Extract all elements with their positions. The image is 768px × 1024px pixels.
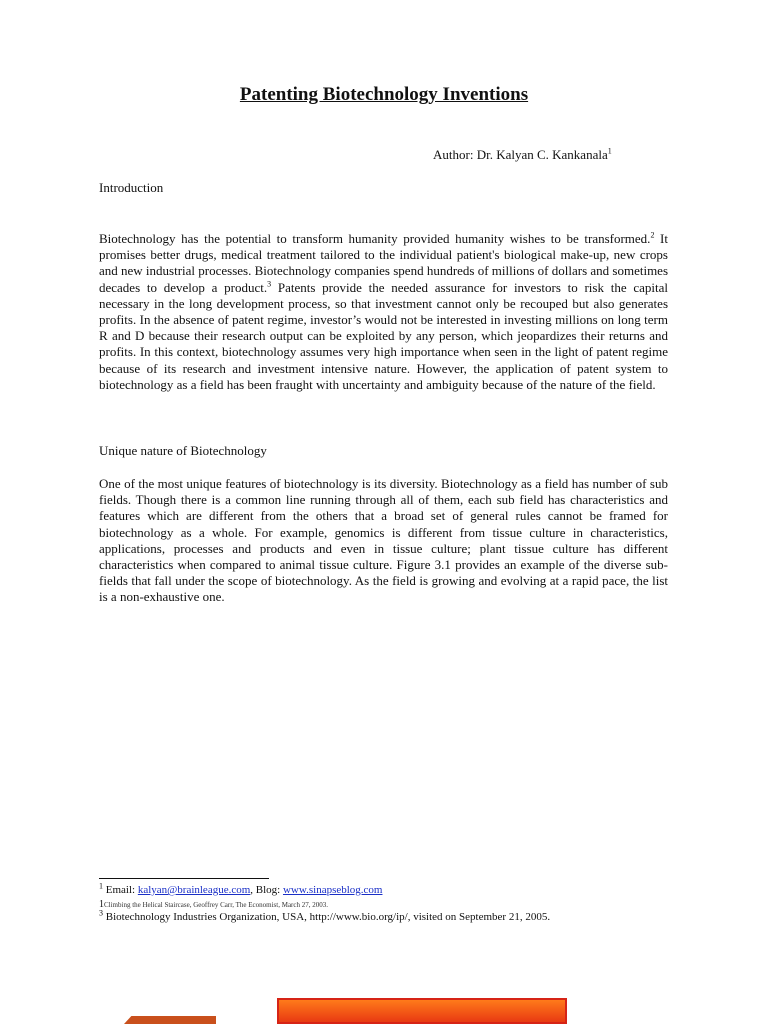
author-line (433, 147, 612, 163)
document-title: Patenting Biotechnology Inventions (239, 84, 529, 105)
decorative-banner-right (277, 998, 567, 1024)
section-heading-introduction: Introduction (99, 180, 164, 195)
paragraph-text: It promises better drugs, medical treatment tailored to the individual patient's biological make-up, new crops and new industrial processes. Biotechnology companies spend hundreds of millions of dollars and sometimes decades to develop a product. (99, 231, 669, 295)
footnote-divider (99, 878, 269, 879)
footnote-text: Climbing the Helical Staircase, Geoffrey Carr, The Economist, March 27, 2003. (104, 901, 328, 909)
author-name: Author: Dr. Kalyan C. Kankanala (433, 147, 608, 162)
paragraph-text: Patents provide the needed assurance for investors to risk the capital necessary in the long development process, so that investment cannot only be recouped but also generates profits. In the absence of patent regime, investor’s would not be interested in investing millions on long term R and D because their research output can be exploited by any person, which jeopardizes their returns and profits. In this context, biotechnology assumes very high importance when seen in the light of patent regime because of its research and investment intensive nature. However, the application of patent system to biotechnology as a field has been fraught with uncertainty and ambiguity because of the nature of the field. (99, 279, 668, 392)
paragraph-unique-nature: One of the most unique features of biotechnology is its diversity. Biotechnology as a field has number of sub fields. Though there is a common line running through all of them, each sub field has characteristics and features which are different from the others that a broad set of general rules cannot be framed for biotechnology as a whole. For example, genomics is different from tissue culture in characteristics, applications, processes and products and even in tissue culture; plant tissue culture has different characteristics when compared to animal tissue culture. Figure 3.1 provides an example of the diverse sub-fields that fall under the scope of biotechnology. As the field is growing and evolving at a rapid pace, the list is a non-exhaustive one. (99, 476, 668, 605)
footnote-3 (99, 908, 551, 923)
footnote-text: , Blog: (250, 884, 283, 896)
footnote-ref-3[interactable]: 3 (267, 279, 272, 289)
footnote-2 (99, 898, 328, 910)
footnote-mark: 1 (99, 881, 103, 891)
footnote-1 (99, 881, 383, 896)
section-heading-unique-nature: Unique nature of Biotechnology (99, 443, 267, 458)
footnote-ref-2[interactable]: 2 (650, 230, 655, 240)
email-link[interactable]: kalyan@brainleague.com (137, 884, 251, 896)
footnote-mark: 3 (99, 908, 103, 918)
footnote-mark: 1 (99, 899, 104, 910)
author-footnote-ref[interactable]: 1 (607, 146, 612, 156)
blog-link[interactable]: www.sinapseblog.com (282, 884, 383, 896)
paragraph-introduction (99, 231, 668, 393)
decorative-banner-left (124, 1016, 216, 1024)
footnote-text: Email: (103, 884, 138, 896)
footnote-text: Biotechnology Industries Organization, USA, http://www.bio.org/ip/, visited on September 21, 2005. (103, 911, 551, 923)
paragraph-text: Biotechnology has the potential to transform humanity provided humanity wishes to be transformed. (99, 231, 651, 246)
